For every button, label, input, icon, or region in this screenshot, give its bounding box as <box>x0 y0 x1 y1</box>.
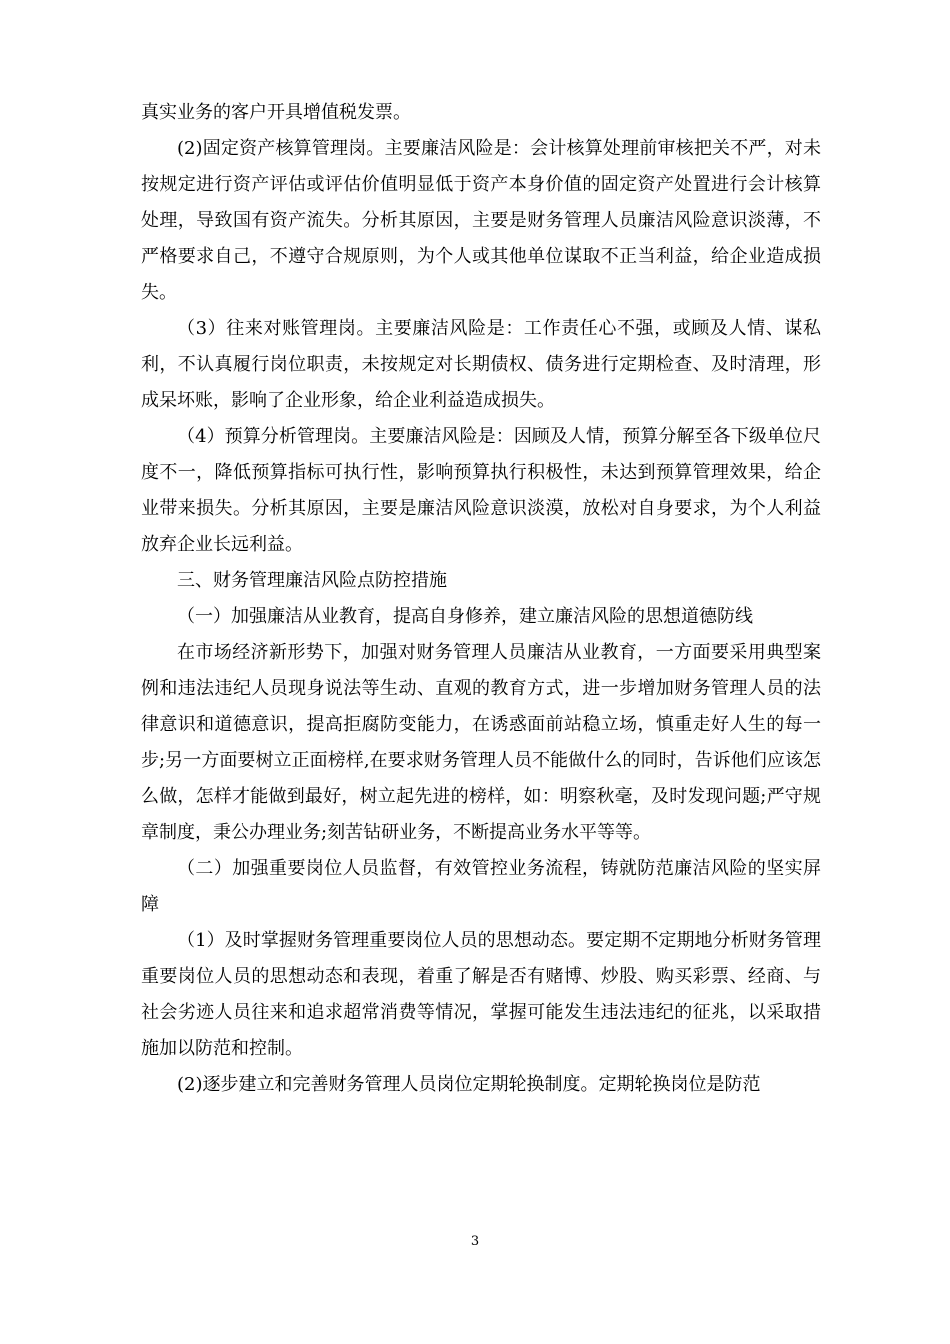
paragraph-3: （3）往来对账管理岗。主要廉洁风险是：工作责任心不强，或顾及人情、谋私利，不认真履行岗位职责，未按规定对长期债权、债务进行定期检查、及时清理，形成呆坏账，影响了企业形象，给企业利益造成损失。 <box>141 318 821 411</box>
page-number: 3 <box>470 1234 480 1249</box>
section-heading-3: 三、财务管理廉洁风险点防控措施 <box>177 570 447 591</box>
paragraph-6: （1）及时掌握财务管理重要岗位人员的思想动态。要定期不定期地分析财务管理重要岗位人员的思想动态和表现，着重了解是否有赌博、炒股、购买彩票、经商、与社会劣迹人员往来和追求超常消费等情况，掌握可能发生违法违纪的征兆，以采取措施加以防范和控制。 <box>141 930 821 1059</box>
paragraph-1: 真实业务的客户开具增值税发票。 <box>141 102 411 123</box>
paragraph-5: 在市场经济新形势下，加强对财务管理人员廉洁从业教育，一方面要采用典型案例和违法违纪人员现身说法等生动、直观的教育方式，进一步增加财务管理人员的法律意识和道德意识，提高拒腐防变能力，在诱惑面前站稳立场，慎重走好人生的每一步;另一方面要树立正面榜样,在要求财务管理人员不能做什么的同时，告诉他们应该怎么做，怎样才能做到最好，树立起先进的榜样，如：明察秋毫，及时发现问题;严守规章制度，秉公办理业务;刻苦钻研业务，不断提高业务水平等等。 <box>141 642 821 843</box>
subsection-heading-2: （二）加强重要岗位人员监督，有效管控业务流程，铸就防范廉洁风险的坚实屏障 <box>141 858 821 915</box>
paragraph-4: （4）预算分析管理岗。主要廉洁风险是：因顾及人情，预算分解至各下级单位尺度不一，降低预算指标可执行性，影响预算执行积极性，未达到预算管理效果，给企业带来损失。分析其原因，主要是廉洁风险意识淡漠，放松对自身要求，为个人利益放弃企业长远利益。 <box>141 426 821 555</box>
paragraph-7: (2)逐步建立和完善财务管理人员岗位定期轮换制度。定期轮换岗位是防范 <box>177 1074 761 1095</box>
document-body <box>141 95 821 1103</box>
paragraph-2: (2)固定资产核算管理岗。主要廉洁风险是：会计核算处理前审核把关不严，对未按规定进行资产评估或评估价值明显低于资产本身价值的固定资产处置进行会计核算处理，导致国有资产流失。分析其原因，主要是财务管理人员廉洁风险意识淡薄，不严格要求自己，不遵守合规原则，为个人或其他单位谋取不正当利益，给企业造成损失。 <box>141 138 821 303</box>
subsection-heading-1: （一）加强廉洁从业教育，提高自身修养，建立廉洁风险的思想道德防线 <box>177 606 753 627</box>
